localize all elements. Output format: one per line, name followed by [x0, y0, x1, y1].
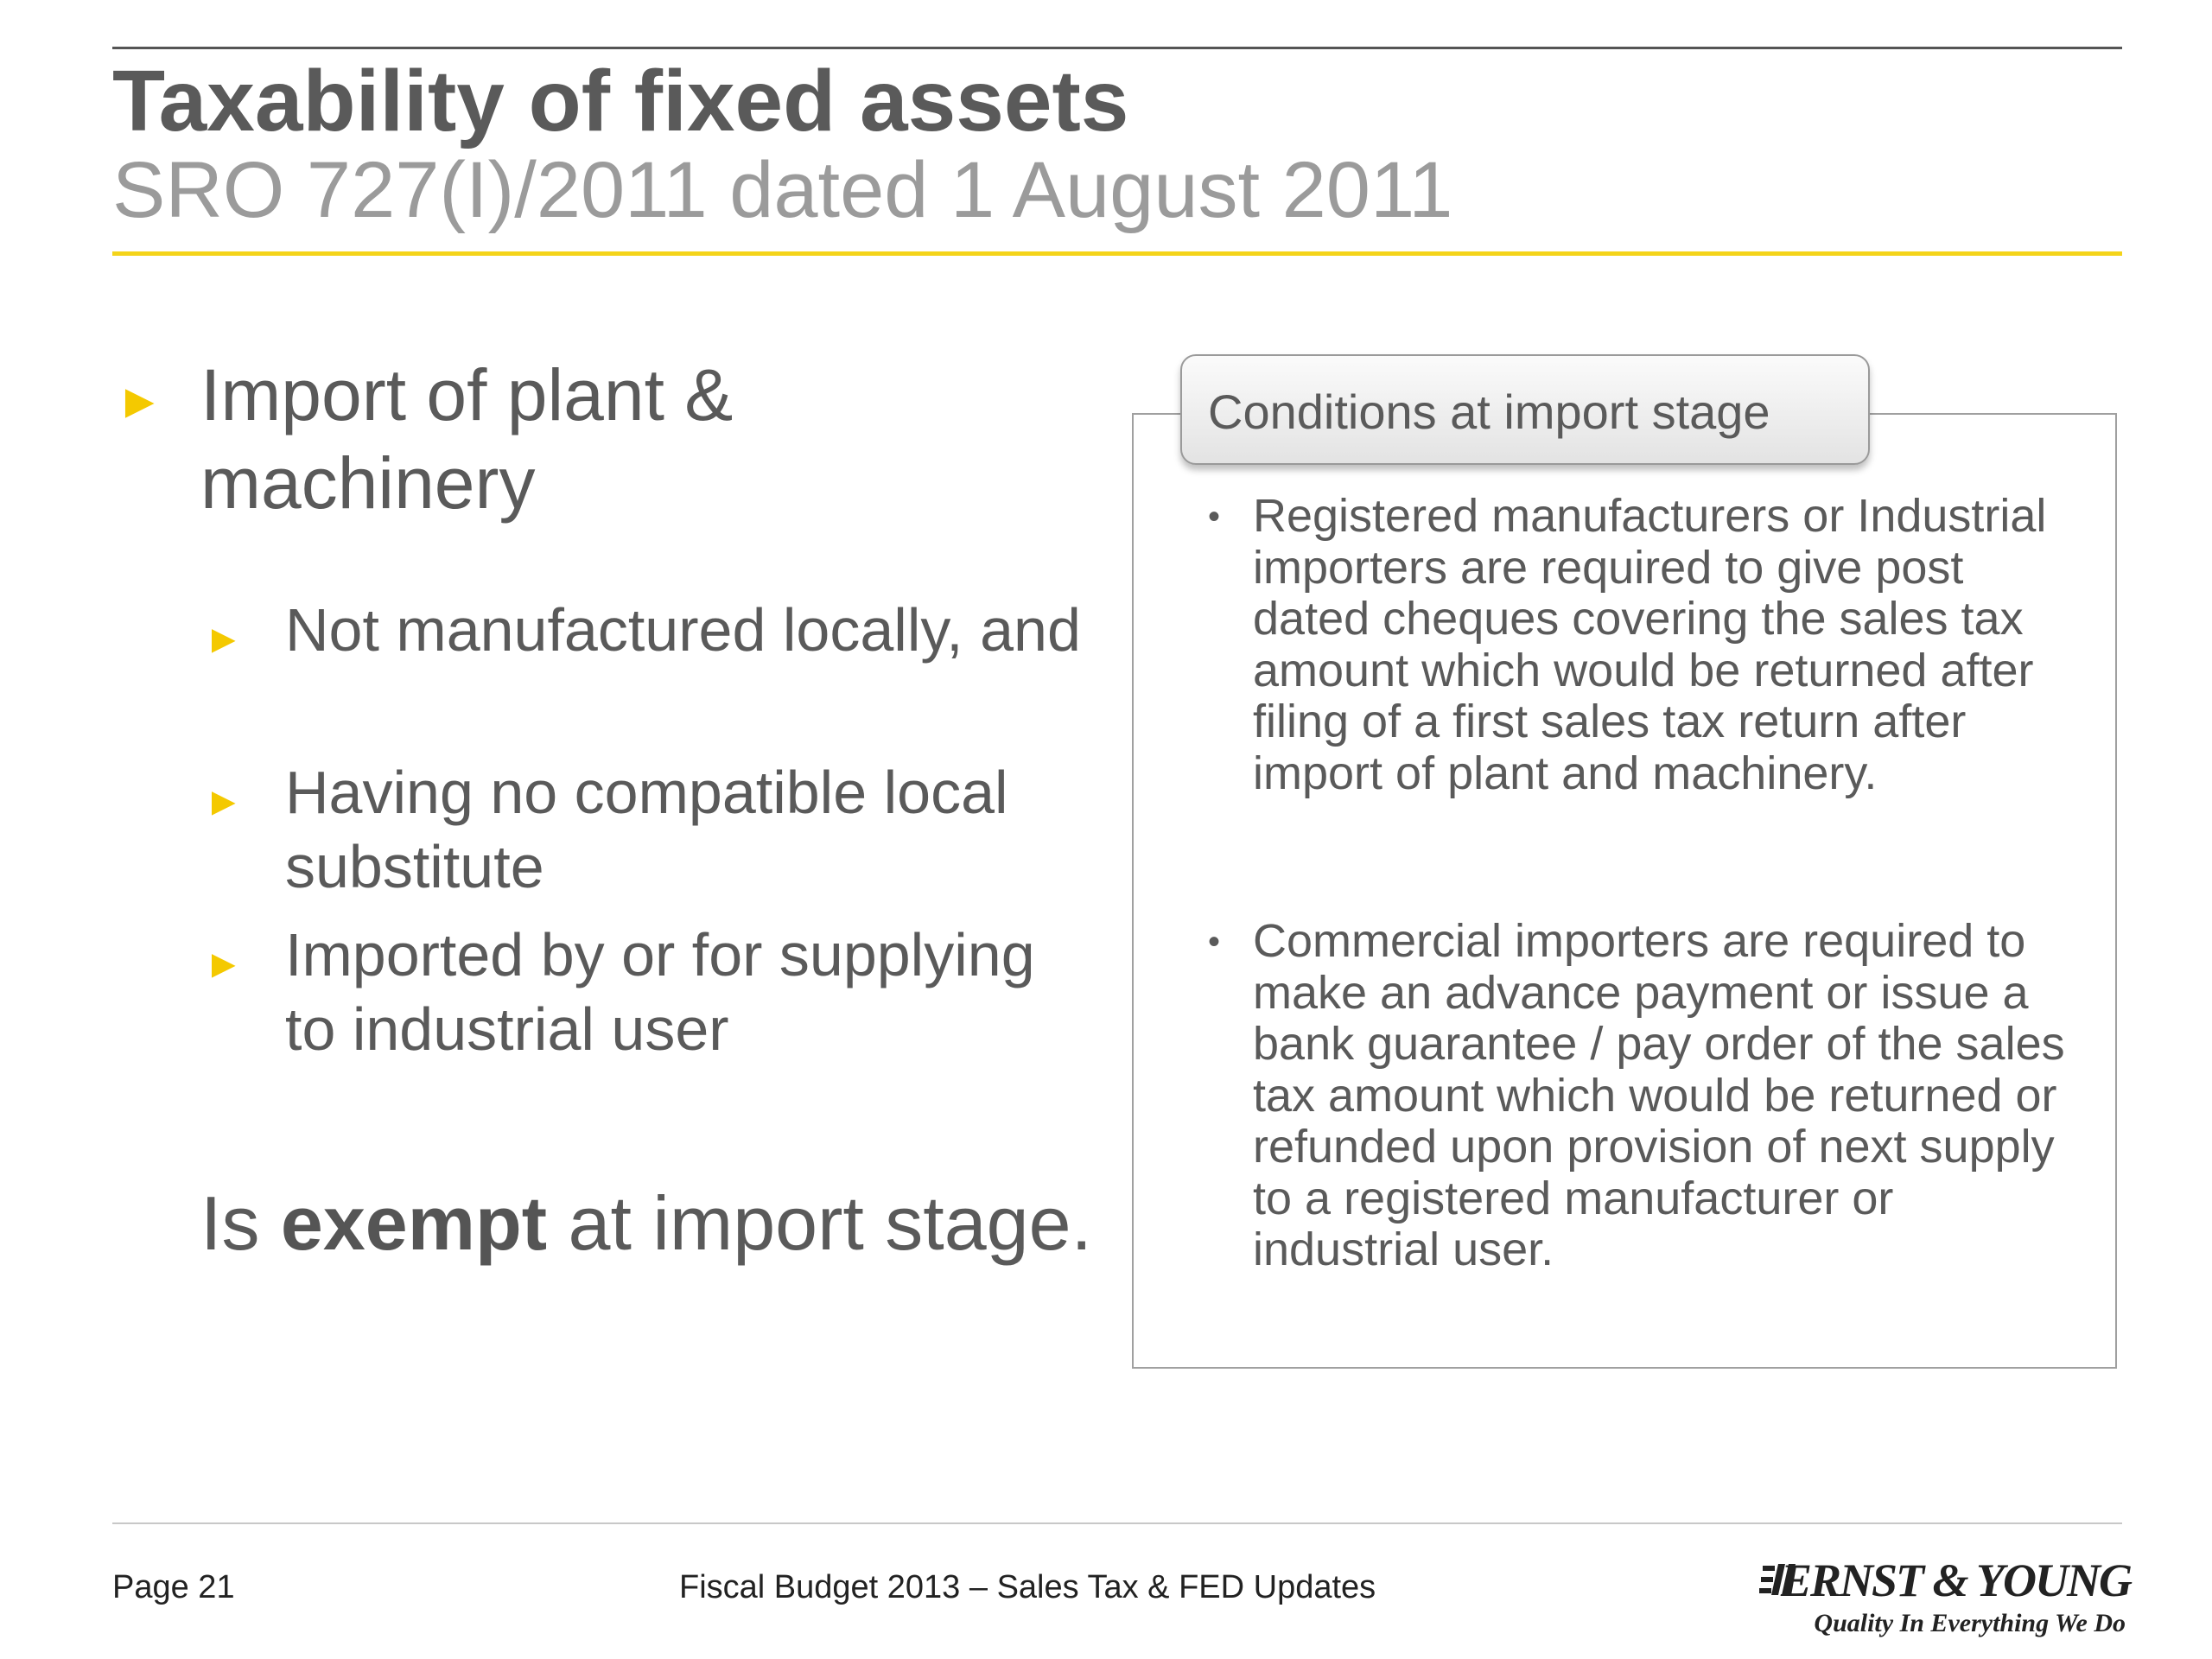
page-number: Page 21 [112, 1569, 235, 1605]
footer-title: Fiscal Budget 2013 – Sales Tax & FED Updates [679, 1569, 1376, 1605]
conditions-heading-tab [1180, 354, 1870, 465]
condition-item: Commercial importers are required to make an advance payment or issue a bank guarantee / pay order of the sales tax amount which would be returned or refunded upon provision of next supply to a registered manufacturer or industrial user. [1253, 915, 2065, 1275]
logo-tagline: Quality In Everything We Do [1814, 1609, 2126, 1637]
conclusion-post: at import stage. [547, 1180, 1092, 1266]
triangle-bullet-icon: ► [204, 941, 244, 986]
conclusion-text [200, 1180, 1092, 1267]
footer-rule [112, 1522, 2122, 1524]
yellow-divider [112, 251, 2122, 256]
sub-bullet-text: Imported by or for supplying to industrial user [285, 921, 1035, 1063]
conditions-heading: Conditions at import stage [1208, 385, 1770, 439]
triangle-bullet-icon: ► [116, 373, 164, 428]
conclusion-pre: Is [200, 1180, 281, 1266]
sub-bullet-text: Having no compatible local substitute [285, 759, 1008, 900]
triangle-bullet-icon: ► [204, 779, 244, 823]
condition-item: Registered manufacturers or Industrial importers are required to give post dated cheques covering the sales tax amount which would be returned after filing of a first sales tax return after import of plant and machinery. [1253, 490, 2047, 799]
sub-bullet-text: Not manufactured locally, and [285, 596, 1081, 664]
bullet-dot-icon: • [1208, 498, 1221, 536]
top-rule [112, 47, 2122, 49]
company-logo [1759, 1554, 2131, 1640]
slide-title: Taxability of fixed assets [112, 53, 1129, 149]
slide-subtitle: SRO 727(I)/2011 dated 1 August 2011 [112, 146, 1453, 234]
conclusion-bold: exempt [280, 1180, 548, 1266]
bullet-dot-icon: • [1208, 923, 1221, 961]
triangle-bullet-icon: ► [204, 616, 244, 661]
logo-name: ERNST & YOUNG [1780, 1554, 2131, 1606]
main-bullet-text: Import of plant & machinery [200, 354, 734, 524]
